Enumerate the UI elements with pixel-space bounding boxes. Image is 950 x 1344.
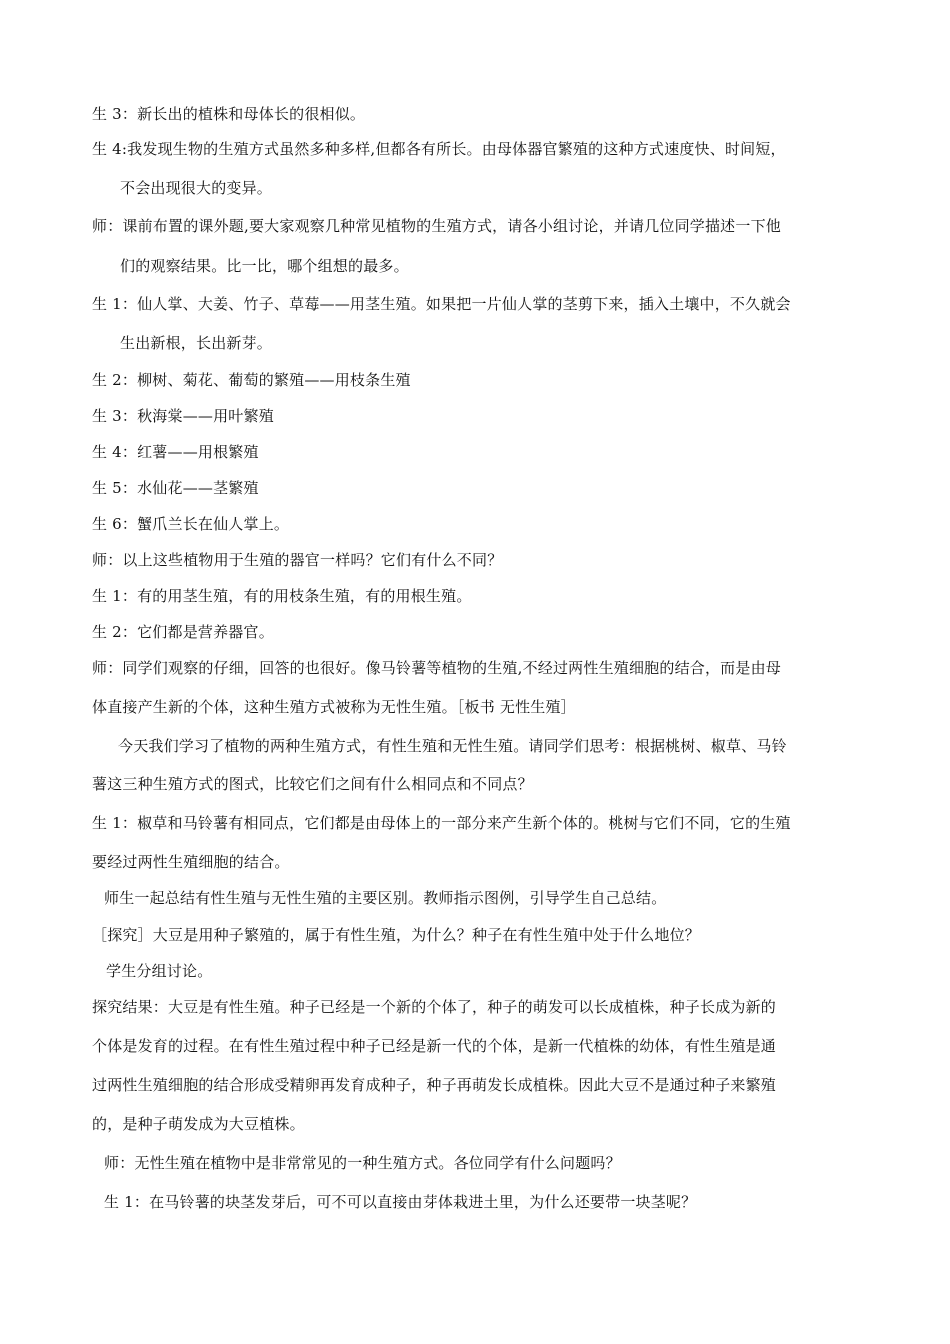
text-line: 的，是种子萌发成为大豆植株。 [92,1115,305,1133]
text-line: 生 1：仙人掌、大姜、竹子、草莓——用茎生殖。如果把一片仙人掌的茎剪下来，插入土壤中，不久就会 [92,295,791,313]
text-line: 生 3：秋海棠——用叶繁殖 [92,407,274,425]
text-line: 师：以上这些植物用于生殖的器官一样吗？它们有什么不同？ [92,551,503,569]
text-line: 生 1：在马铃薯的块茎发芽后，可不可以直接由芽体栽进土里，为什么还要带一块茎呢？ [104,1193,697,1211]
text-line: 生 1：有的用茎生殖，有的用枝条生殖，有的用根生殖。 [92,587,472,605]
text-line: 生 4：红薯——用根繁殖 [92,443,259,461]
text-line: 学生分组讨论。 [106,962,213,980]
text-line: 探究结果：大豆是有性生殖。种子已经是一个新的个体了，种子的萌发可以长成植株，种子长成为新的 [92,998,777,1016]
text-line: 师：课前布置的课外题,要大家观察几种常见植物的生殖方式，请各小组讨论，并请几位同学描述一下他 [92,217,781,235]
text-line: 生 4:我发现生物的生殖方式虽然多种多样,但都各有所长。由母体器官繁殖的这种方式速度快、时间短， [92,140,786,158]
text-line: 不会出现很大的变异。 [120,179,273,197]
text-line: 生 2：它们都是营养器官。 [92,623,274,641]
text-line: 生 2：柳树、菊花、葡萄的繁殖——用枝条生殖 [92,371,411,389]
text-line: 生 1：椒草和马铃薯有相同点，它们都是由母体上的一部分来产生新个体的。桃树与它们不同，它的生殖 [92,814,791,832]
text-line: 们的观察结果。比一比，哪个组想的最多。 [120,257,409,275]
text-line: 师：同学们观察的仔细，回答的也很好。像马铃薯等植物的生殖,不经过两性生殖细胞的结合，而是由母 [92,659,781,677]
text-line: 生 5：水仙花——茎繁殖 [92,479,259,497]
text-line: 生出新根，长出新芽。 [120,334,273,352]
text-line: 体直接产生新的个体，这种生殖方式被称为无性生殖。［板书 无性生殖］ [92,698,576,716]
text-line: 生 3：新长出的植株和母体长的很相似。 [92,105,366,123]
text-line: ［探究］大豆是用种子繁殖的，属于有性生殖，为什么？种子在有性生殖中处于什么地位？ [92,926,701,944]
text-line: 师：无性生殖在植物中是非常常见的一种生殖方式。各位同学有什么问题吗？ [104,1154,621,1172]
text-line: 师生一起总结有性生殖与无性生殖的主要区别。教师指示图例，引导学生自己总结。 [104,889,667,907]
text-line: 个体是发育的过程。在有性生殖过程中种子已经是新一代的个体，是新一代植株的幼体，有性生殖是通 [92,1037,777,1055]
text-line: 今天我们学习了植物的两种生殖方式，有性生殖和无性生殖。请同学们思考：根据桃树、椒草、马铃 [118,737,787,755]
text-line: 过两性生殖细胞的结合形成受精卵再发育成种子，种子再萌发长成植株。因此大豆不是通过种子来繁殖 [92,1076,777,1094]
text-line: 生 6：蟹爪兰长在仙人掌上。 [92,515,290,533]
text-line: 薯这三种生殖方式的图式，比较它们之间有什么相同点和不同点？ [92,775,533,793]
text-line: 要经过两性生殖细胞的结合。 [92,853,290,871]
